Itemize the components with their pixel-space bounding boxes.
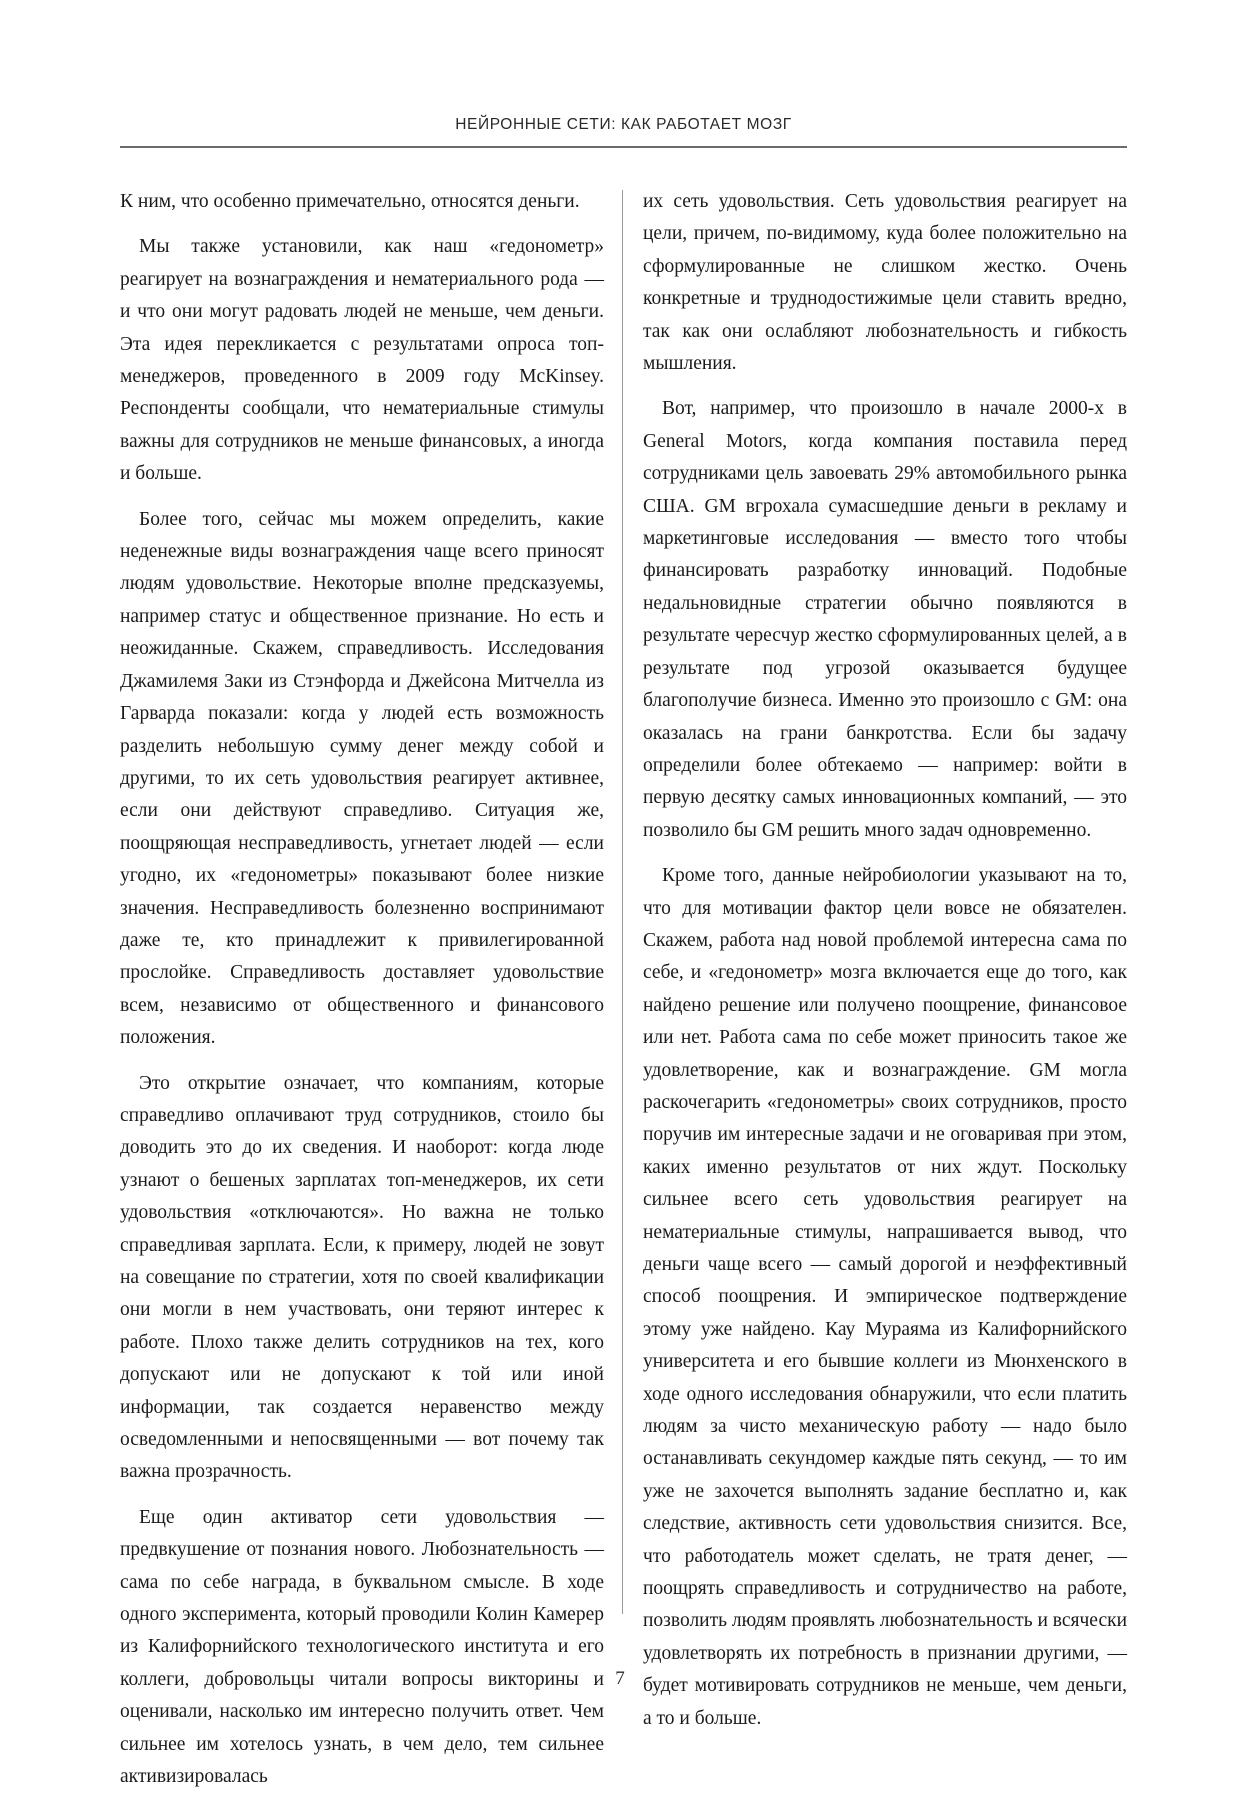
right-column xyxy=(643,186,1127,1748)
paragraph: Вот, например, что произошло в начале 2000-х в General Motors, когда компания поставила перед сотрудниками цель завоевать 29% автомобильного рынка США. GM вгрохала сумасшедшие деньги в рекламу и маркетинговые исследования — вместо того чтобы финансировать разработку инноваций. Подобные недальновидные стратегии обычно появляются в результате чересчур жестко сформулированных целей, а в результате под угрозой оказывается будущее благополучие бизнеса. Именно это произошло с GM: она оказалась на грани банкротства. Если бы задачу определили более обтекаемо — например: войти в первую десятку самых инновационных компаний, — это позволило бы GM решить много задач одновременно. xyxy=(643,398,1127,841)
page-number: 7 xyxy=(615,1668,625,1689)
running-header-title: НЕЙРОННЫЕ СЕТИ: КАК РАБОТАЕТ МОЗГ xyxy=(455,116,792,133)
paragraph: Мы также установили, как наш «гедонометр» реагирует на вознаграждения и нематериального рода — и что они могут радовать людей не меньше, чем деньги. Эта идея перекликается с результатами опроса топ-менеджеров, проведенного в 2009 году McKinsey. Респонденты сообщали, что нематериальные стимулы важны для сотрудников не меньше финансовых, а иногда и больше. xyxy=(120,236,604,485)
paragraph: Кроме того, данные нейробиологии указывают на то, что для мотивации фактор цели вовсе не обязателен. Скажем, работа над новой проблемой интересна сама по себе, и «гедонометр» мозга включается еще до того, как найдено решение или получено поощрение, финансовое или нет. Работа сама по себе может приносить такое же удовлетворение, как и вознаграждение. GM могла раскочегарить «гедонометры» своих сотрудников, просто поручив им интересные задачи и не оговаривая при этом, каких именно результатов от них ждут. Поскольку сильнее всего сеть удовольствия реагирует на нематериальные стимулы, напрашивается вывод, что деньги чаще всего — самый дорогой и неэффективный способ поощрения. И эмпирическое подтверждение этому уже найдено. Кау Мураяма из Калифорнийского университета и его бывшие коллеги из Мюнхенского в ходе одного исследования обнаружили, что если платить людям за чисто механическую работу — надо было останавливать секундомер каждые пять секунд, — то им уже не захочется выполнять задание бесплатно и, как следствие, активность сети удовольствия снизится. Все, что работодатель может сделать, не тратя денег, — поощрять справедливость и сотрудничество на работе, позволить людям проявлять любознательность и всячески удовлетворять их потребность в признании другими, — будет мотивировать сотрудников не меньше, чем деньги, а то и больше. xyxy=(643,865,1128,1729)
paragraph: их сеть удовольствия. Сеть удовольствия реагирует на цели, причем, по-видимому, куда более положительно на сформулированные не слишком жестко. Очень конкретные и труднодостижимые цели ставить вредно, так как они ослабляют любознательность и гибкость мышления. xyxy=(643,191,1127,375)
paragraph: Более того, сейчас мы можем определить, какие неденежные виды вознаграждения чаще всего приносят людям удовольствие. Некоторые вполне предсказуемы, например статус и общественное признание. Но есть и неожиданные. Скажем, справедливость. Исследования Джамилемя Заки из Стэнфорда и Джейсона Митчелла из Гарварда показали: когда у людей есть возможность разделить небольшую сумму денег между собой и другими, то их сеть удовольствия реагирует активнее, если они действуют справедливо. Ситуация же, поощряющая несправедливость, угнетает людей — если угодно, их «гедонометры» показывают более низкие значения. Несправедливость болезненно воспринимают даже те, кто принадлежит к привилегированной прослойке. Справедливость доставляет удовольствие всем, независимо от общественного и финансового положения. xyxy=(120,508,604,1049)
paragraph: Это открытие означает, что компаниям, которые справедливо оплачивают труд сотрудников, стоило бы доводить это до их сведения. И наоборот: когда люде узнают о бешеных зарплатах топ-менеджеров, их сети удовольствия «отключаются». Но важна не только справедливая зарплата. Если, к примеру, людей не зовут на совещание по стратегии, хотя по своей квалификации они могли в нем участвовать, они теряют интерес к работе. Плохо также делить сотрудников на тех, кого допускают или не допускают к той или иной информации, так создается неравенство между осведомленными и непосвященными — вот почему так важна прозрачность. xyxy=(120,1072,604,1483)
header-rule xyxy=(120,146,1127,148)
paragraph: Еще один активатор сети удовольствия — предвкушение от познания нового. Любознательность — сама по себе награда, в буквальном смысле. В ходе одного эксперимента, который проводили Колин Камерер из Калифорнийского технологического института и его коллеги, добровольцы читали вопросы викторины и оценивали, насколько им интересно получить ответ. Чем сильнее им хотелось узнать, в чем дело, тем сильнее активизировалась xyxy=(120,1506,604,1788)
left-column xyxy=(120,186,604,1807)
column-divider xyxy=(622,190,623,1614)
paragraph: К ним, что особенно примечательно, относятся деньги. xyxy=(120,191,580,212)
